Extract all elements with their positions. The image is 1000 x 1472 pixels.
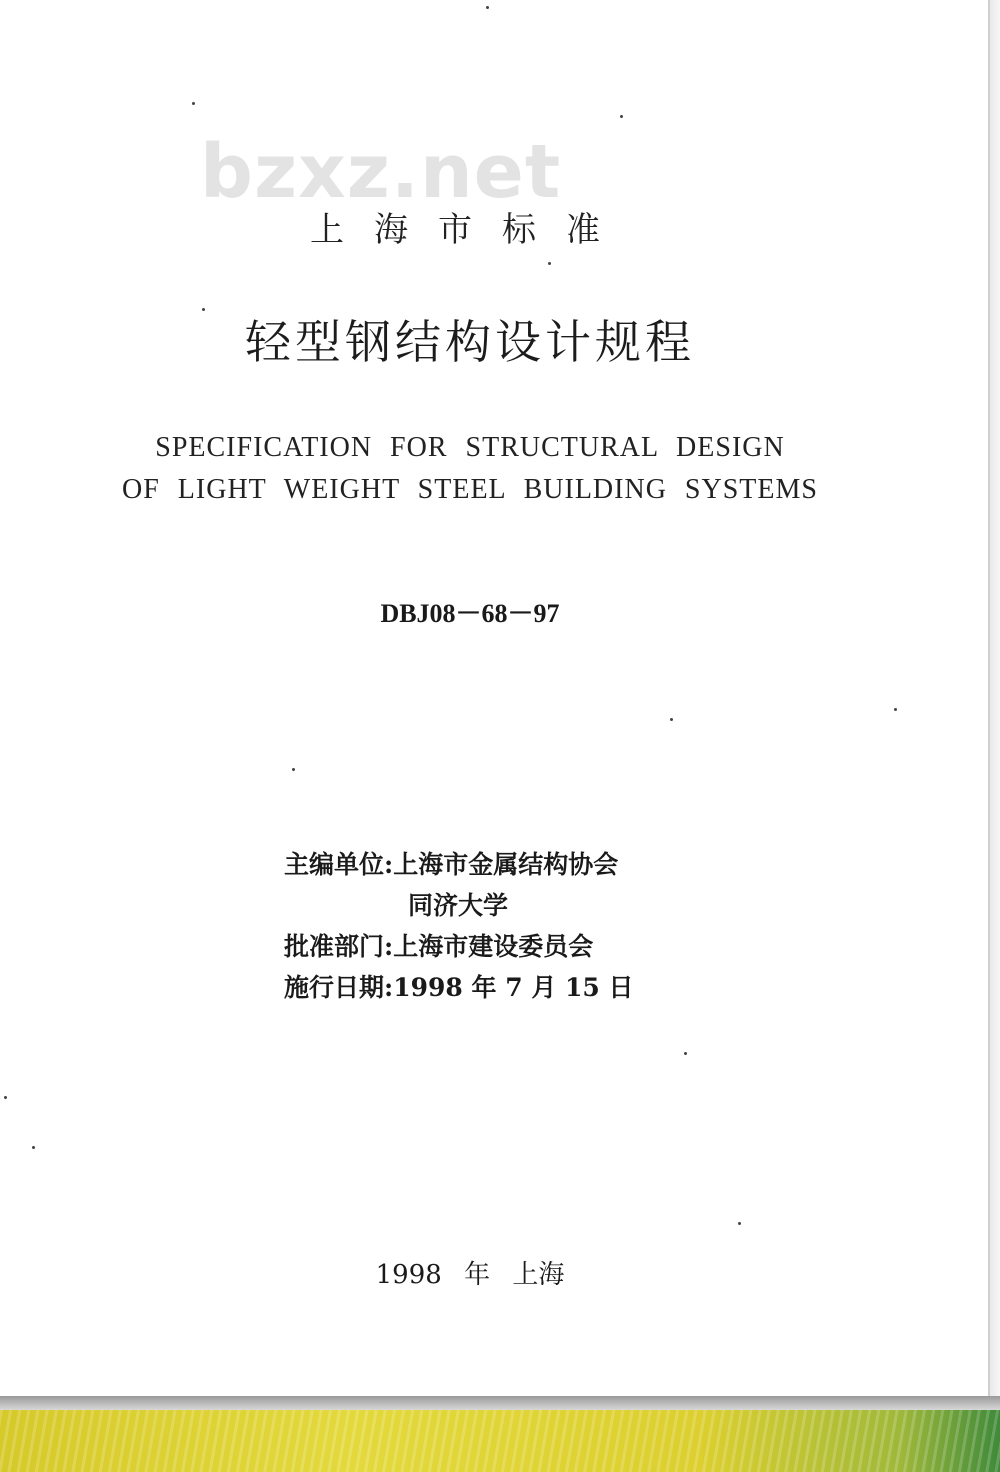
book-cover-strip xyxy=(0,1410,1000,1472)
watermark: bzxz.net xyxy=(200,129,562,215)
publication-info xyxy=(284,844,784,1008)
scan-speck xyxy=(202,308,205,311)
scan-speck xyxy=(292,768,295,771)
scan-speck xyxy=(684,1052,687,1055)
scan-speck xyxy=(486,6,489,9)
title-english-line-1: SPECIFICATION FOR STRUCTURAL DESIGN xyxy=(155,432,785,463)
approving-department: 批准部门:上海市建设委员会 xyxy=(284,932,594,961)
scan-speck xyxy=(548,262,551,265)
scan-speck xyxy=(192,102,195,105)
scan-speck xyxy=(894,708,897,711)
scan-speck xyxy=(32,1146,35,1149)
title-chinese: 轻型钢结构设计规程 xyxy=(245,315,695,369)
page-bottom-edge xyxy=(0,1396,1000,1410)
scan-speck xyxy=(670,718,673,721)
co-editor-unit: 同济大学 xyxy=(408,891,509,920)
effective-date: 施行日期:1998 年 7 月 15 日 xyxy=(284,973,634,1002)
scan-speck xyxy=(738,1222,741,1225)
page-right-edge xyxy=(990,0,1000,1398)
chief-editor-unit: 主编单位:上海市金属结构协会 xyxy=(284,850,619,879)
scan-speck xyxy=(4,1096,7,1099)
standard-series-label: 上海市标准 xyxy=(310,210,630,250)
standard-code: DBJ08－68－97 xyxy=(380,599,560,628)
title-english-line-2: OF LIGHT WEIGHT STEEL BUILDING SYSTEMS xyxy=(122,474,818,505)
publication-footer: 1998 年 上海 xyxy=(375,1260,565,1290)
scan-speck xyxy=(620,115,623,118)
